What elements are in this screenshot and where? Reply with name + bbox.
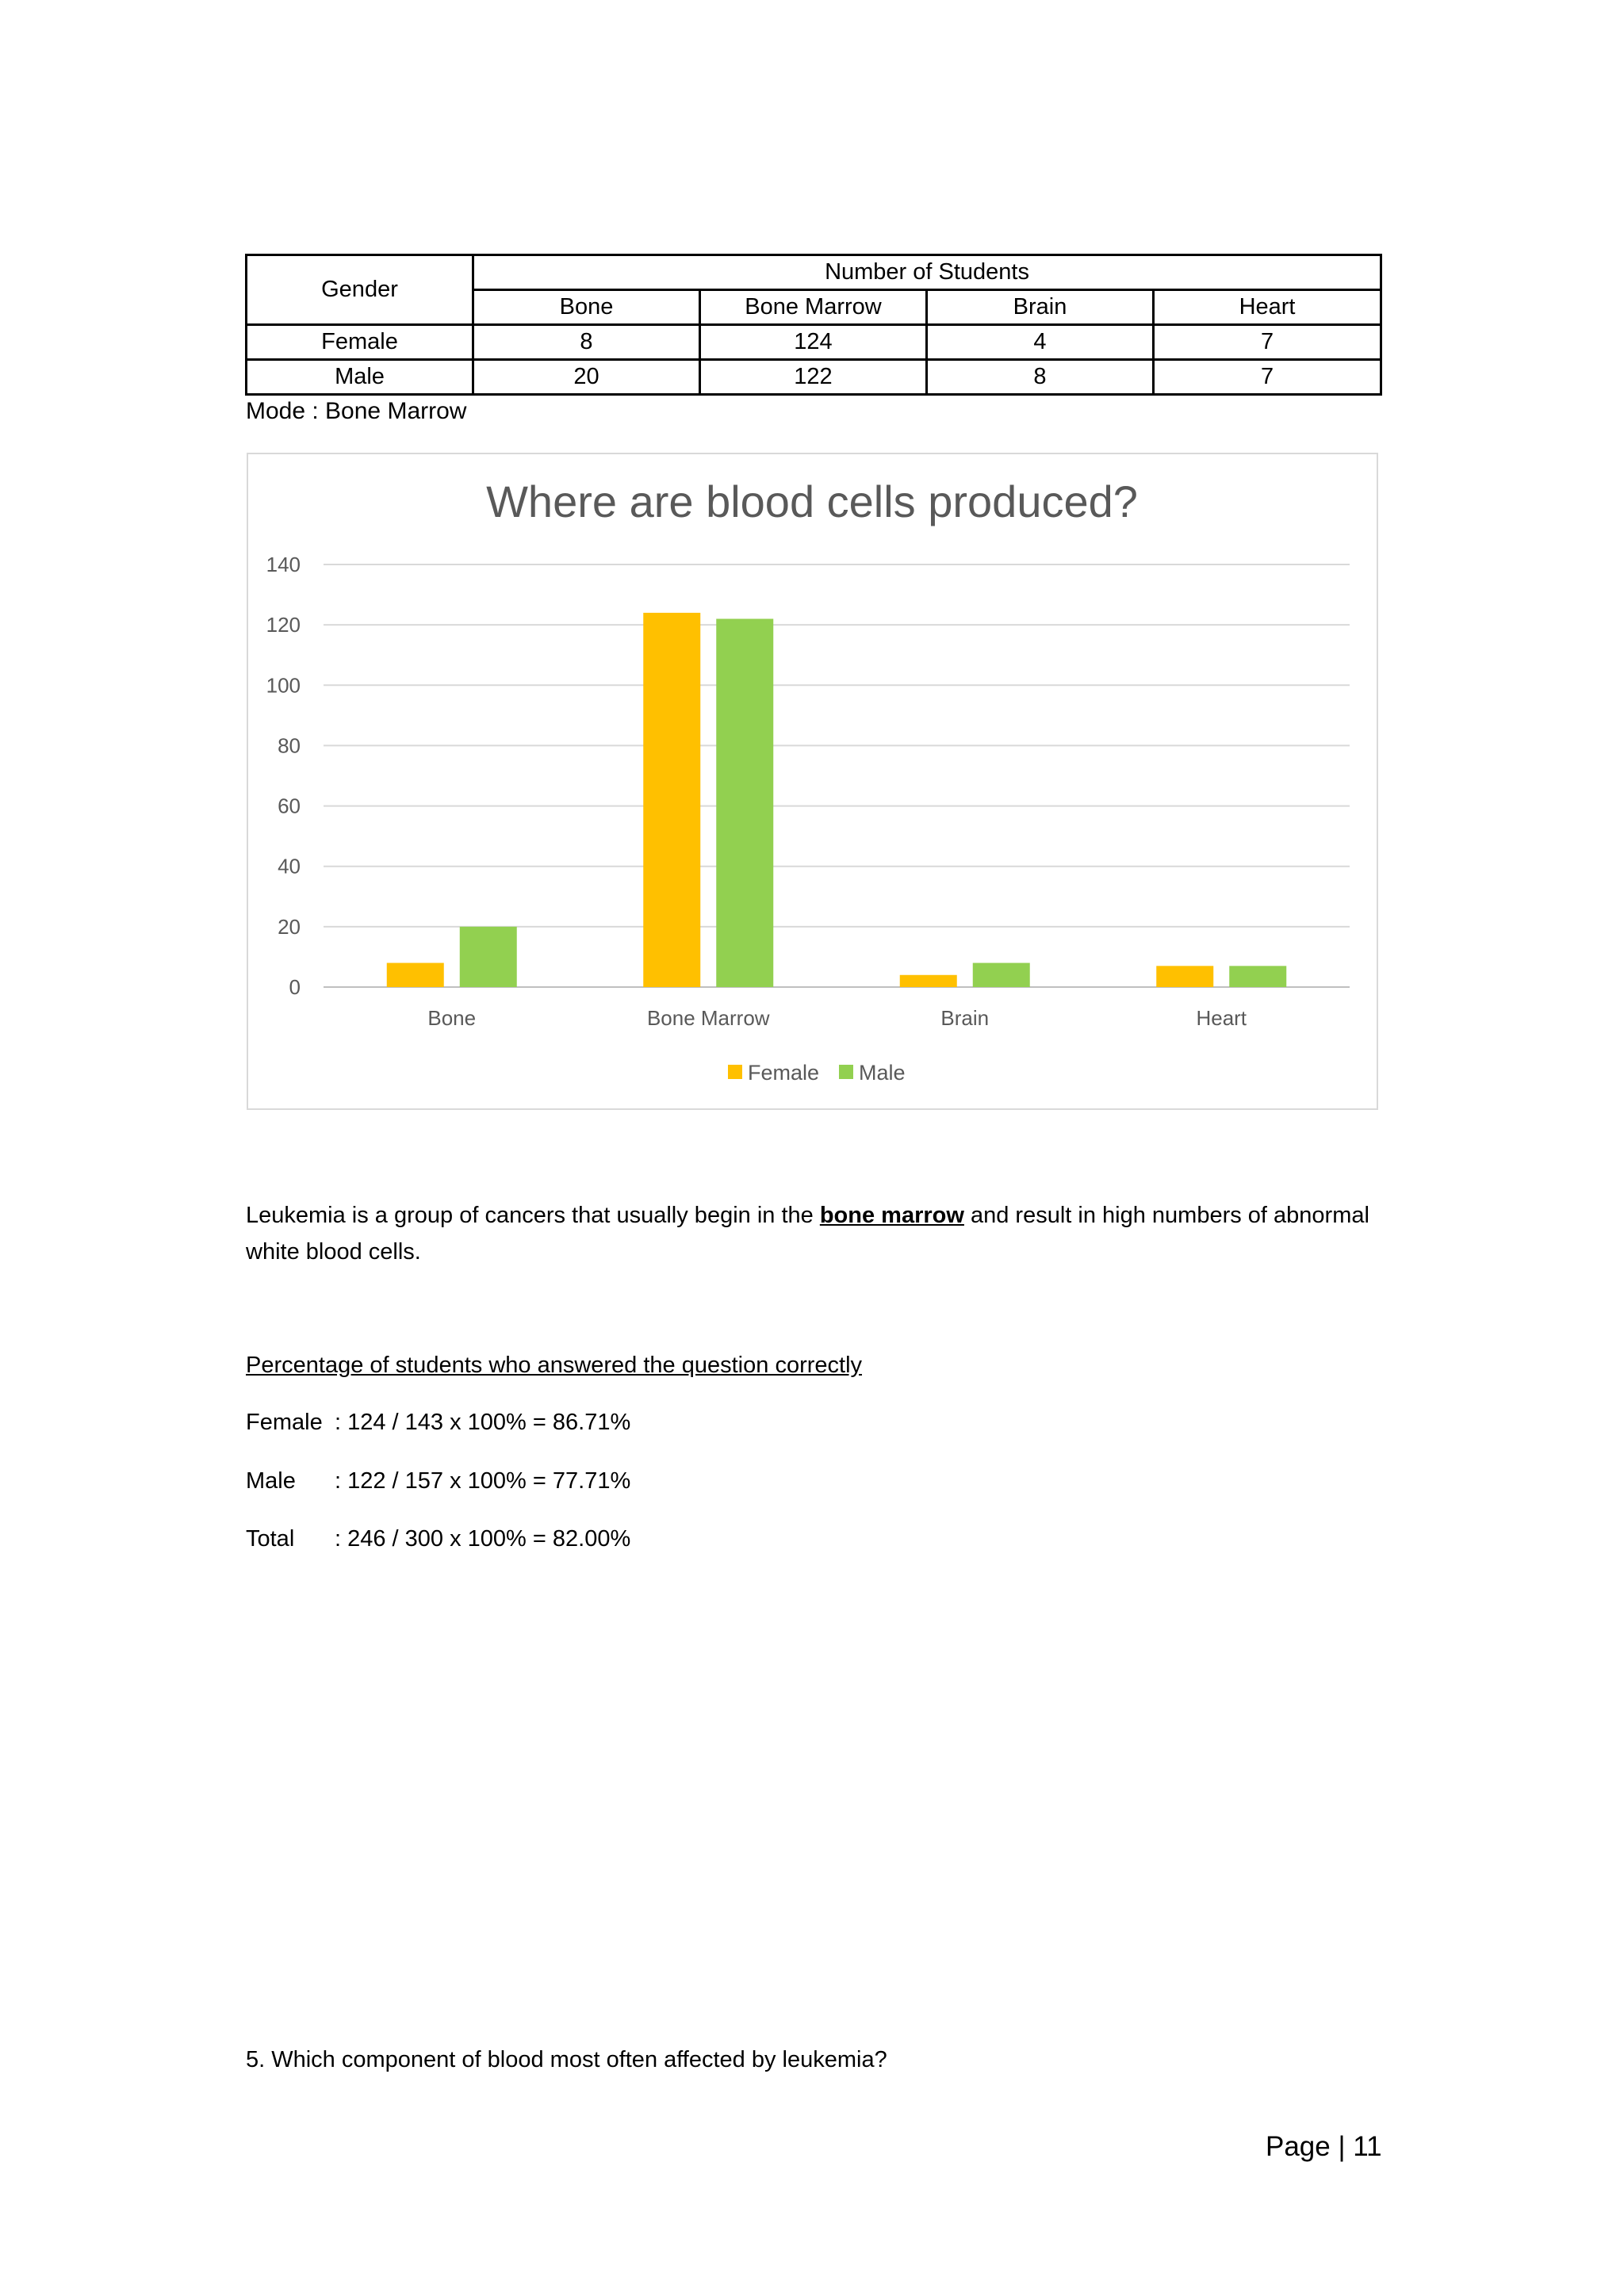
calc-label: Total (246, 1526, 295, 1552)
calc-total (246, 1526, 630, 1552)
calc-male (246, 1468, 630, 1494)
bar-male (973, 963, 1030, 987)
table-cell: 8 (927, 360, 1154, 395)
students-group-header: Number of Students (473, 255, 1381, 290)
bar-male (1229, 966, 1286, 987)
calc-expression: : 124 / 143 x 100% = 86.71% (335, 1410, 631, 1435)
table-cell: 20 (473, 360, 700, 395)
question-5: 5. Which component of blood most often affected by leukemia? (246, 2047, 887, 2072)
row-label: Female (247, 325, 473, 360)
y-tick-label: 80 (278, 733, 301, 758)
y-tick-label: 120 (266, 613, 301, 637)
paragraph-text-start: Leukemia is a group of cancers that usually begin in the (246, 1203, 820, 1228)
y-tick-label: 0 (289, 975, 301, 999)
x-tick-label: Bone (427, 1006, 477, 1030)
x-tick-label: Bone Marrow (646, 1006, 770, 1030)
x-tick-label: Heart (1196, 1006, 1247, 1030)
calc-female (246, 1410, 630, 1436)
table-cell: 7 (1154, 360, 1381, 395)
y-tick-label: 140 (266, 553, 301, 576)
table-cell: 124 (700, 325, 927, 360)
table-cell: 8 (473, 325, 700, 360)
y-tick-label: 20 (278, 914, 301, 939)
x-tick-label: Brain (940, 1006, 990, 1030)
chart-title: Where are blood cells produced? (486, 476, 1138, 526)
paragraph-emphasis: bone marrow (819, 1203, 964, 1228)
bar-male (460, 927, 517, 987)
page-number: Page | 11 (1266, 2131, 1382, 2162)
bar-female (1156, 966, 1213, 987)
col-header-brain: Brain (927, 290, 1154, 325)
gender-header: Gender (247, 255, 473, 325)
bar-male (716, 619, 773, 987)
bar-female (643, 613, 700, 987)
row-label: Male (247, 360, 473, 395)
col-header-bone: Bone (473, 290, 700, 325)
paragraph-text-end: and result in high numbers of abnormal white blood cells. (246, 1203, 1369, 1265)
y-tick-label: 60 (278, 794, 301, 818)
table-cell: 7 (1154, 325, 1381, 360)
calc-expression: : 246 / 300 x 100% = 82.00% (335, 1526, 631, 1552)
col-header-bone-marrow: Bone Marrow (700, 290, 927, 325)
calc-label: Male (246, 1468, 296, 1494)
y-tick-label: 100 (266, 673, 301, 698)
legend-swatch (728, 1065, 742, 1079)
bar-female (387, 963, 444, 987)
legend-label: Male (859, 1061, 906, 1085)
leukemia-paragraph (246, 1197, 1388, 1270)
legend-label: Female (748, 1061, 820, 1085)
calc-expression: : 122 / 157 x 100% = 77.71% (335, 1468, 631, 1494)
table-cell: 122 (700, 360, 927, 395)
col-header-heart: Heart (1154, 290, 1381, 325)
bar-female (900, 975, 957, 987)
calc-label: Female (246, 1410, 323, 1435)
percentage-heading: Percentage of students who answered the question correctly (246, 1353, 863, 1378)
table-cell: 4 (927, 325, 1154, 360)
mode-text: Mode : Bone Marrow (246, 398, 467, 424)
legend-swatch (839, 1065, 853, 1079)
y-tick-label: 40 (278, 854, 301, 878)
